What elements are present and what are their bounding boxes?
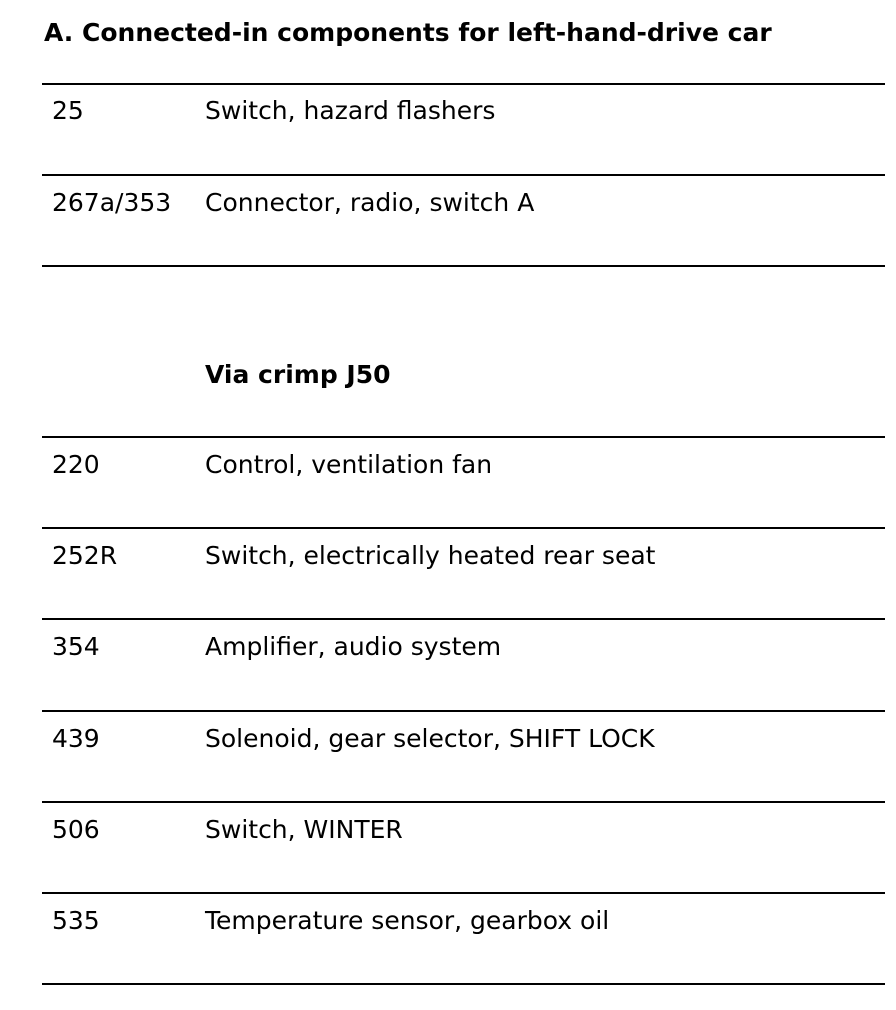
table-rule [42,801,885,803]
table-rule [42,618,885,620]
component-description: Switch, electrically heated rear seat [205,541,656,570]
table-rule [42,436,885,438]
component-description: Solenoid, gear selector, SHIFT LOCK [205,724,655,753]
component-description: Temperature sensor, gearbox oil [205,906,610,935]
page-title: A. Connected-in components for left-hand-drive car [44,18,772,47]
component-description: Switch, WINTER [205,815,403,844]
component-code: 354 [52,632,100,661]
component-code: 220 [52,450,100,479]
component-code: 267a/353 [52,188,172,217]
component-description: Control, ventilation fan [205,450,493,479]
component-code: 506 [52,815,100,844]
table-rule [42,265,885,267]
table-rule [42,892,885,894]
component-code: 439 [52,724,100,753]
table-rule [42,174,885,176]
section-subheading: Via crimp J50 [205,360,391,389]
component-code: 535 [52,906,100,935]
table-rule [42,83,885,85]
table-rule [42,527,885,529]
component-code: 25 [52,96,84,125]
component-code: 252R [52,541,118,570]
table-rule [42,983,885,985]
component-description: Switch, hazard flashers [205,96,496,125]
component-description: Amplifier, audio system [205,632,502,661]
component-description: Connector, radio, switch A [205,188,535,217]
table-rule [42,710,885,712]
